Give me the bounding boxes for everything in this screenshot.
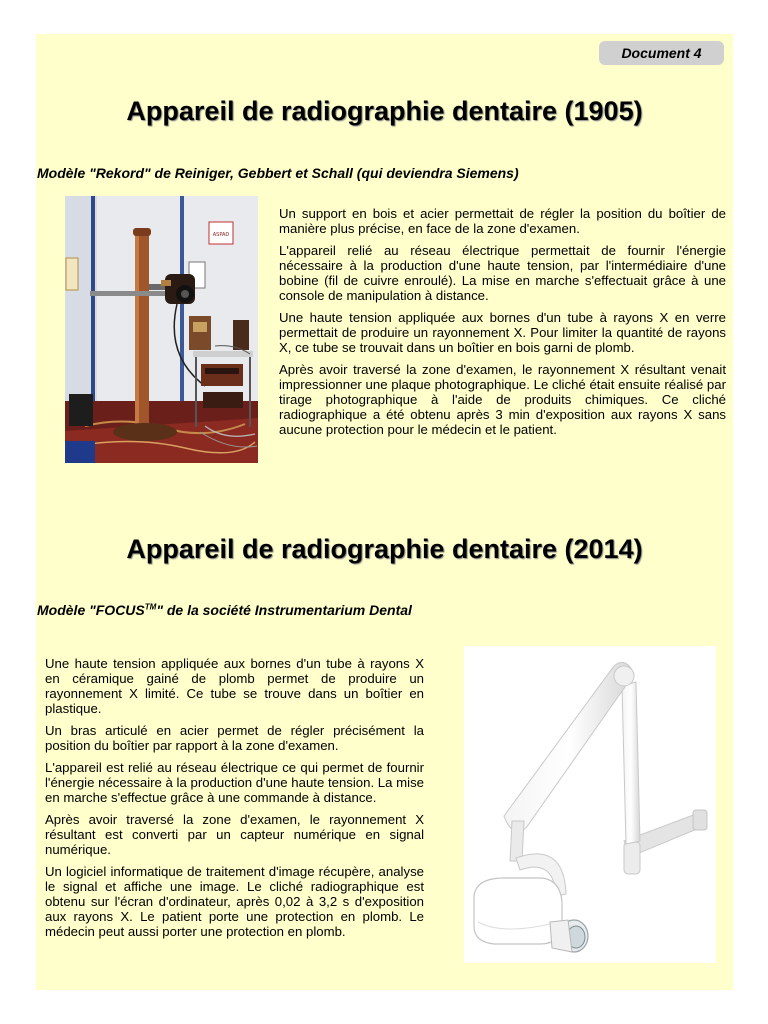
document-page — [36, 34, 733, 990]
section2-subtitle: Modèle "FOCUS™" de la société Instrumentarium Dental — [37, 602, 412, 618]
section1-subtitle: Modèle "Rekord" de Reiniger, Gebbert et Schall (qui deviendra Siemens) — [37, 165, 519, 181]
section1-paragraph: Après avoir traversé la zone d'examen, le rayonnement X résultant venait impressionner une plaque photographique. Le cliché était ensuite réalisé par tirage photographique à l'aide de produits chimiques. Ce cliché radiographique a été obtenu après 3 min d'exposition aux rayons X sans aucune protection pour le médecin et le patient. — [279, 362, 726, 437]
section1-title: Appareil de radiographie dentaire (1905) — [126, 96, 643, 126]
section2-text — [45, 656, 424, 946]
section2-paragraph: L'appareil est relié au réseau électrique ce qui permet de fournir l'énergie nécessaire à la production d'une haute tension. La mise en marche s'effectue grâce à une commande à distance. — [45, 760, 424, 805]
photo-1905-xray-apparatus — [65, 196, 258, 463]
section1-paragraph: Une haute tension appliquée aux bornes d'un tube à rayons X en verre permettait de produire un rayonnement X. Pour limiter la quantité de rayons X, ce tube se trouvait dans un boîtier en bois garni de plomb. — [279, 310, 726, 355]
section2-paragraph: Un bras articulé en acier permet de régler précisément la position du boîtier par rapport à la zone d'examen. — [45, 723, 424, 753]
section1-paragraph: Un support en bois et acier permettait de régler la position du boîtier de manière plus précise, en face de la zone d'examen. — [279, 206, 726, 236]
document-badge: Document 4 — [599, 41, 724, 65]
photo-2014-xray-apparatus — [464, 646, 716, 963]
section2-paragraph: Une haute tension appliquée aux bornes d'un tube à rayons X en céramique gainé de plomb permet de produire un rayonnement X limité. Ce tube se trouve dans un boîtier en plastique. — [45, 656, 424, 716]
section1-text — [279, 206, 726, 444]
wall-sign-text: ASPAD — [212, 232, 230, 238]
section2-paragraph: Après avoir traversé la zone d'examen, le rayonnement X résultant est converti par un capteur numérique en signal numérique. — [45, 812, 424, 857]
section2-paragraph: Un logiciel informatique de traitement d'image récupère, analyse le signal et affiche une image. Le cliché radiographique est obtenu sur l'écran d'ordinateur, après 0,02 à 3,2 s d'exposition aux rayons X. Le patient porte une protection en plomb. Le médecin peut aussi porter une protection en plomb. — [45, 864, 424, 939]
section1-paragraph: L'appareil relié au réseau électrique permettait de fournir l'énergie nécessaire à la production d'une haute tension, par l'intermédiaire d'une bobine (fil de cuivre enroulé). La mise en marche s'effectuait grâce à une console de manipulation à distance. — [279, 243, 726, 303]
section2-title: Appareil de radiographie dentaire (2014) — [126, 534, 643, 564]
